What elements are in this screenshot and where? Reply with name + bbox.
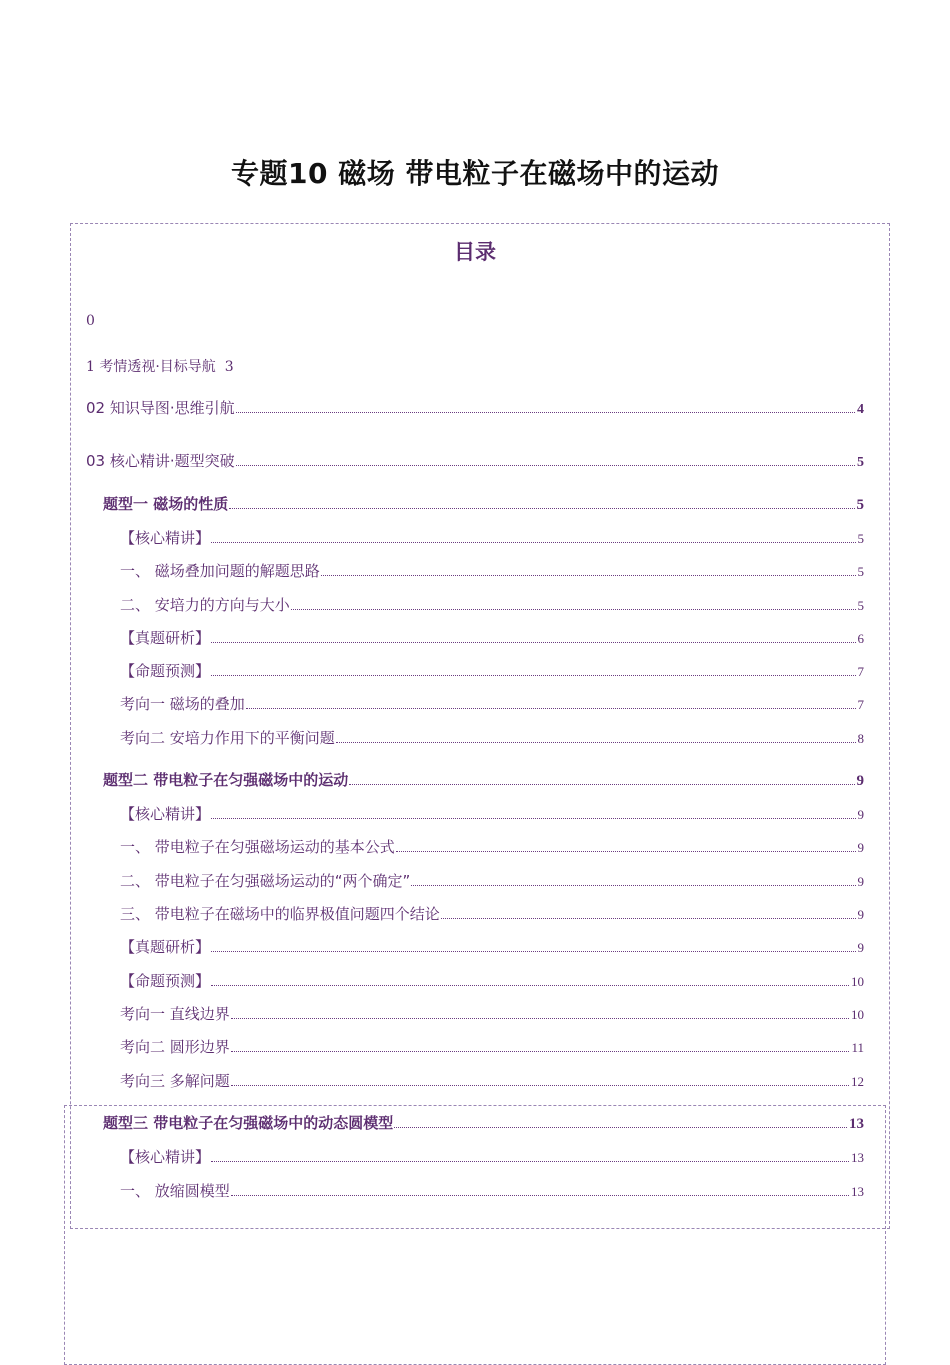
toc-entry-title: 考向一 磁场的叠加 [120,695,245,713]
toc-dot-leader [396,851,856,852]
toc-entry-page: 4 [857,402,864,417]
toc-entry-title: 【核心精讲】 [120,1148,211,1166]
toc-entry-title: 题型三 带电粒子在匀强磁场中的动态圆模型 [103,1114,394,1132]
toc-entry-page: 5 [857,598,864,613]
toc-entry[interactable] [86,397,864,418]
toc-entry-page: 5 [856,497,864,513]
toc-entry-page: 8 [857,731,864,746]
toc-entry-title: 题型二 带电粒子在匀强磁场中的运动 [103,771,349,789]
toc-dot-leader [211,1161,849,1162]
toc-entry[interactable] [120,936,864,957]
toc-entry-page: 10 [851,1007,864,1022]
toc-entry-title: 考向一 直线边界 [120,1005,230,1023]
toc-line-0: 0 [86,313,95,329]
toc-entry[interactable] [120,836,864,857]
toc-entry-title: 02 知识导图·思维引航 [86,399,235,417]
toc-entry-page: 5 [857,531,864,546]
toc-entry-title: 【命题预测】 [120,662,211,680]
toc-dot-leader [246,708,856,709]
toc-entry[interactable] [120,527,864,548]
toc-entry-title: 二、 带电粒子在匀强磁场运动的“两个确定” [120,872,411,890]
toc-entry-title: 三、 带电粒子在磁场中的临界极值问题四个结论 [120,905,440,923]
toc-entry-title: 【真题研析】 [120,938,211,956]
toc-entry-title: 考向二 圆形边界 [120,1038,230,1056]
toc-entry[interactable] [120,903,864,924]
toc-entry-title: 二、 安培力的方向与大小 [120,596,290,614]
toc-entry-page: 7 [857,697,864,712]
toc-entry-page: 7 [857,664,864,679]
toc-entry-page: 13 [849,1116,864,1132]
toc-dot-leader [291,609,856,610]
toc-entry-title: 【核心精讲】 [120,529,211,547]
toc-dot-leader [231,1051,850,1052]
toc-entry-title: 考向三 多解问题 [120,1072,230,1090]
toc-entry-page: 5 [857,455,864,470]
toc-entry[interactable] [120,727,864,748]
toc-dot-leader [236,465,855,466]
toc-entry-title: 【真题研析】 [120,629,211,647]
toc-entry-title: 题型一 磁场的性质 [103,495,229,513]
toc-dot-leader [211,675,855,676]
toc-dot-leader [211,985,849,986]
toc-entry[interactable] [120,803,864,824]
toc-dot-leader [231,1195,849,1196]
toc-dot-leader [211,542,855,543]
document-title: 专题10 磁场 带电粒子在磁场中的运动 [231,157,719,190]
toc-entry-page: 9 [857,874,864,889]
toc-entry-page: 11 [851,1040,864,1055]
toc-entry[interactable] [120,594,864,615]
toc-dot-leader [336,742,856,743]
toc-entry-title: 一、 带电粒子在匀强磁场运动的基本公式 [120,838,395,856]
toc-dot-leader [211,951,855,952]
toc-entry-title: 【命题预测】 [120,972,211,990]
toc-entry[interactable] [120,1180,864,1201]
toc-frame-continued [64,1105,886,1365]
toc-entry-page: 9 [857,807,864,822]
toc-entry-title: 一、 放缩圆模型 [120,1182,230,1200]
toc-entry-title: 03 核心精讲·题型突破 [86,452,235,470]
toc-entry-page: 9 [856,773,864,789]
toc-entry[interactable] [120,1070,864,1091]
toc-entry[interactable] [120,560,864,581]
toc-heading: 目录 [454,240,496,264]
toc-section-entry[interactable] [103,493,864,514]
toc-dot-leader [231,1085,849,1086]
toc-entry[interactable] [120,1036,864,1057]
toc-entry[interactable] [120,1003,864,1024]
toc-entry[interactable] [120,660,864,681]
toc-dot-leader [349,784,854,785]
toc-entry-page: 9 [857,907,864,922]
toc-dot-leader [441,918,856,919]
toc-entry[interactable] [86,450,864,471]
toc-entry-title: 考向二 安培力作用下的平衡问题 [120,729,335,747]
toc-entry-page: 6 [857,631,864,646]
toc-dot-leader [394,1127,847,1128]
toc-dot-leader [211,642,855,643]
toc-entry-title: 一、 磁场叠加问题的解题思路 [120,562,320,580]
toc-entry-page: 12 [851,1074,864,1089]
toc-entry-page: 9 [857,840,864,855]
toc-line-1: 1 考情透视·目标导航 3 [86,359,234,375]
toc-entry[interactable] [120,970,864,991]
toc-dot-leader [236,412,855,413]
toc-entry-page: 13 [851,1184,864,1199]
toc-dot-leader [231,1018,849,1019]
toc-entry-page: 9 [857,940,864,955]
toc-dot-leader [211,818,855,819]
toc-entry-page: 5 [857,564,864,579]
toc-dot-leader [229,508,854,509]
toc-entry[interactable] [120,870,864,891]
toc-section-entry[interactable] [103,1112,864,1133]
toc-entry[interactable] [120,693,864,714]
toc-entry-page: 13 [851,1150,864,1165]
toc-dot-leader [321,575,856,576]
toc-entry-title: 【核心精讲】 [120,805,211,823]
toc-dot-leader [411,885,855,886]
toc-entry[interactable] [120,1146,864,1167]
toc-entry-page: 10 [851,974,864,989]
toc-section-entry[interactable] [103,769,864,790]
toc-entry[interactable] [120,627,864,648]
